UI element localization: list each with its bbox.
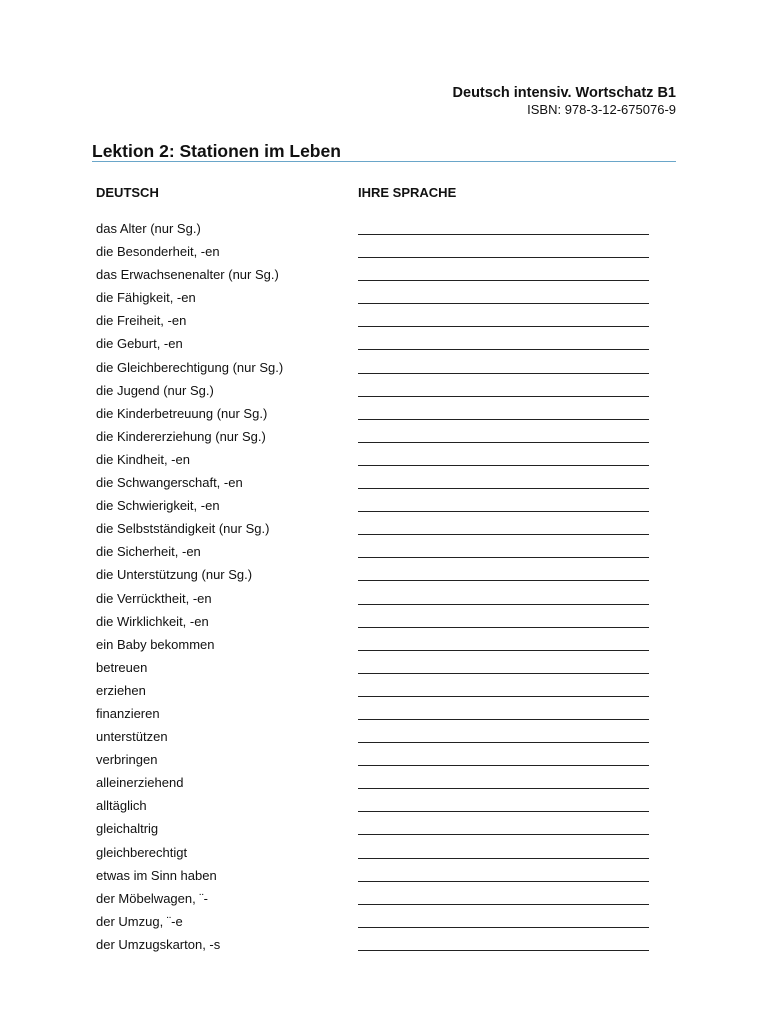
vocab-term: das Erwachsenenalter (nur Sg.) bbox=[96, 267, 279, 283]
translation-blank-line[interactable] bbox=[358, 257, 649, 258]
translation-blank-line[interactable] bbox=[358, 580, 649, 581]
vocab-term: die Schwangerschaft, -en bbox=[96, 475, 243, 491]
vocabulary-list bbox=[0, 218, 768, 957]
vocab-row bbox=[0, 703, 768, 726]
translation-blank-line[interactable] bbox=[358, 788, 649, 789]
translation-blank-line[interactable] bbox=[358, 904, 649, 905]
vocab-row bbox=[0, 287, 768, 310]
translation-blank-line[interactable] bbox=[358, 627, 649, 628]
vocab-term: der Umzugskarton, -s bbox=[96, 936, 221, 952]
vocab-row bbox=[0, 518, 768, 541]
vocab-term: die Freiheit, -en bbox=[96, 313, 187, 329]
vocab-term: betreuen bbox=[96, 659, 148, 675]
translation-blank-line[interactable] bbox=[358, 349, 649, 350]
translation-blank-line[interactable] bbox=[358, 604, 649, 605]
vocab-term: die Kindererziehung (nur Sg.) bbox=[96, 428, 266, 444]
vocab-term: finanzieren bbox=[96, 705, 160, 721]
vocab-term: die Wirklichkeit, -en bbox=[96, 613, 209, 629]
vocab-row bbox=[0, 310, 768, 333]
vocab-row bbox=[0, 772, 768, 795]
vocab-row bbox=[0, 680, 768, 703]
translation-blank-line[interactable] bbox=[358, 719, 649, 720]
vocab-term: die Fähigkeit, -en bbox=[96, 290, 196, 306]
vocab-row bbox=[0, 818, 768, 841]
vocab-row bbox=[0, 426, 768, 449]
column-header-german: DEUTSCH bbox=[96, 185, 159, 200]
vocab-row bbox=[0, 634, 768, 657]
vocab-row bbox=[0, 726, 768, 749]
vocab-row bbox=[0, 588, 768, 611]
translation-blank-line[interactable] bbox=[358, 442, 649, 443]
book-isbn: ISBN: 978-3-12-675076-9 bbox=[527, 102, 676, 117]
translation-blank-line[interactable] bbox=[358, 765, 649, 766]
vocab-row bbox=[0, 865, 768, 888]
vocab-term: die Geburt, -en bbox=[96, 336, 183, 352]
vocab-term: der Umzug, ¨-e bbox=[96, 913, 183, 929]
translation-blank-line[interactable] bbox=[358, 303, 649, 304]
vocab-row bbox=[0, 564, 768, 587]
vocab-row bbox=[0, 611, 768, 634]
vocab-term: verbringen bbox=[96, 752, 158, 768]
translation-blank-line[interactable] bbox=[358, 465, 649, 466]
translation-blank-line[interactable] bbox=[358, 326, 649, 327]
vocab-row bbox=[0, 380, 768, 403]
translation-blank-line[interactable] bbox=[358, 673, 649, 674]
vocab-term: die Besonderheit, -en bbox=[96, 244, 220, 260]
vocab-term: die Verrücktheit, -en bbox=[96, 590, 212, 606]
vocab-term: erziehen bbox=[96, 682, 146, 698]
vocab-row bbox=[0, 749, 768, 772]
vocab-row bbox=[0, 472, 768, 495]
translation-blank-line[interactable] bbox=[358, 280, 649, 281]
vocab-term: die Jugend (nur Sg.) bbox=[96, 382, 214, 398]
translation-blank-line[interactable] bbox=[358, 858, 649, 859]
vocab-term: die Selbstständigkeit (nur Sg.) bbox=[96, 521, 270, 537]
vocab-row bbox=[0, 934, 768, 957]
vocab-term: der Möbelwagen, ¨- bbox=[96, 890, 208, 906]
vocab-term: gleichaltrig bbox=[96, 821, 159, 837]
vocab-row bbox=[0, 888, 768, 911]
lesson-title: Lektion 2: Stationen im Leben bbox=[92, 141, 341, 161]
translation-blank-line[interactable] bbox=[358, 419, 649, 420]
translation-blank-line[interactable] bbox=[358, 834, 649, 835]
translation-blank-line[interactable] bbox=[358, 950, 649, 951]
translation-blank-line[interactable] bbox=[358, 396, 649, 397]
vocab-term: ein Baby bekommen bbox=[96, 636, 215, 652]
translation-blank-line[interactable] bbox=[358, 557, 649, 558]
vocab-term: die Gleichberechtigung (nur Sg.) bbox=[96, 359, 284, 375]
vocab-term: die Sicherheit, -en bbox=[96, 544, 201, 560]
translation-blank-line[interactable] bbox=[358, 234, 649, 235]
translation-blank-line[interactable] bbox=[358, 742, 649, 743]
book-title: Deutsch intensiv. Wortschatz B1 bbox=[452, 85, 676, 101]
translation-blank-line[interactable] bbox=[358, 488, 649, 489]
vocab-term: alltäglich bbox=[96, 798, 147, 814]
translation-blank-line[interactable] bbox=[358, 811, 649, 812]
vocab-row bbox=[0, 795, 768, 818]
vocab-term: die Schwierigkeit, -en bbox=[96, 498, 220, 514]
vocab-row bbox=[0, 657, 768, 680]
vocab-term: die Kindheit, -en bbox=[96, 451, 190, 467]
vocab-row bbox=[0, 218, 768, 241]
vocab-term: alleinerziehend bbox=[96, 775, 184, 791]
vocab-term: gleichberechtigt bbox=[96, 844, 188, 860]
vocab-row bbox=[0, 264, 768, 287]
vocab-row bbox=[0, 495, 768, 518]
translation-blank-line[interactable] bbox=[358, 881, 649, 882]
translation-blank-line[interactable] bbox=[358, 927, 649, 928]
vocab-term: unterstützen bbox=[96, 729, 168, 745]
translation-blank-line[interactable] bbox=[358, 650, 649, 651]
title-divider bbox=[92, 161, 676, 162]
column-header-own-language: IHRE SPRACHE bbox=[358, 185, 457, 200]
vocab-term: die Kinderbetreuung (nur Sg.) bbox=[96, 405, 268, 421]
vocab-row bbox=[0, 241, 768, 264]
vocab-row bbox=[0, 333, 768, 356]
vocab-row bbox=[0, 449, 768, 472]
translation-blank-line[interactable] bbox=[358, 373, 649, 374]
translation-blank-line[interactable] bbox=[358, 534, 649, 535]
translation-blank-line[interactable] bbox=[358, 696, 649, 697]
vocab-row bbox=[0, 541, 768, 564]
vocab-row bbox=[0, 911, 768, 934]
vocab-row bbox=[0, 842, 768, 865]
vocab-term: die Unterstützung (nur Sg.) bbox=[96, 567, 253, 583]
vocab-row bbox=[0, 403, 768, 426]
vocab-term: etwas im Sinn haben bbox=[96, 867, 217, 883]
translation-blank-line[interactable] bbox=[358, 511, 649, 512]
vocab-row bbox=[0, 357, 768, 380]
vocab-term: das Alter (nur Sg.) bbox=[96, 221, 201, 236]
